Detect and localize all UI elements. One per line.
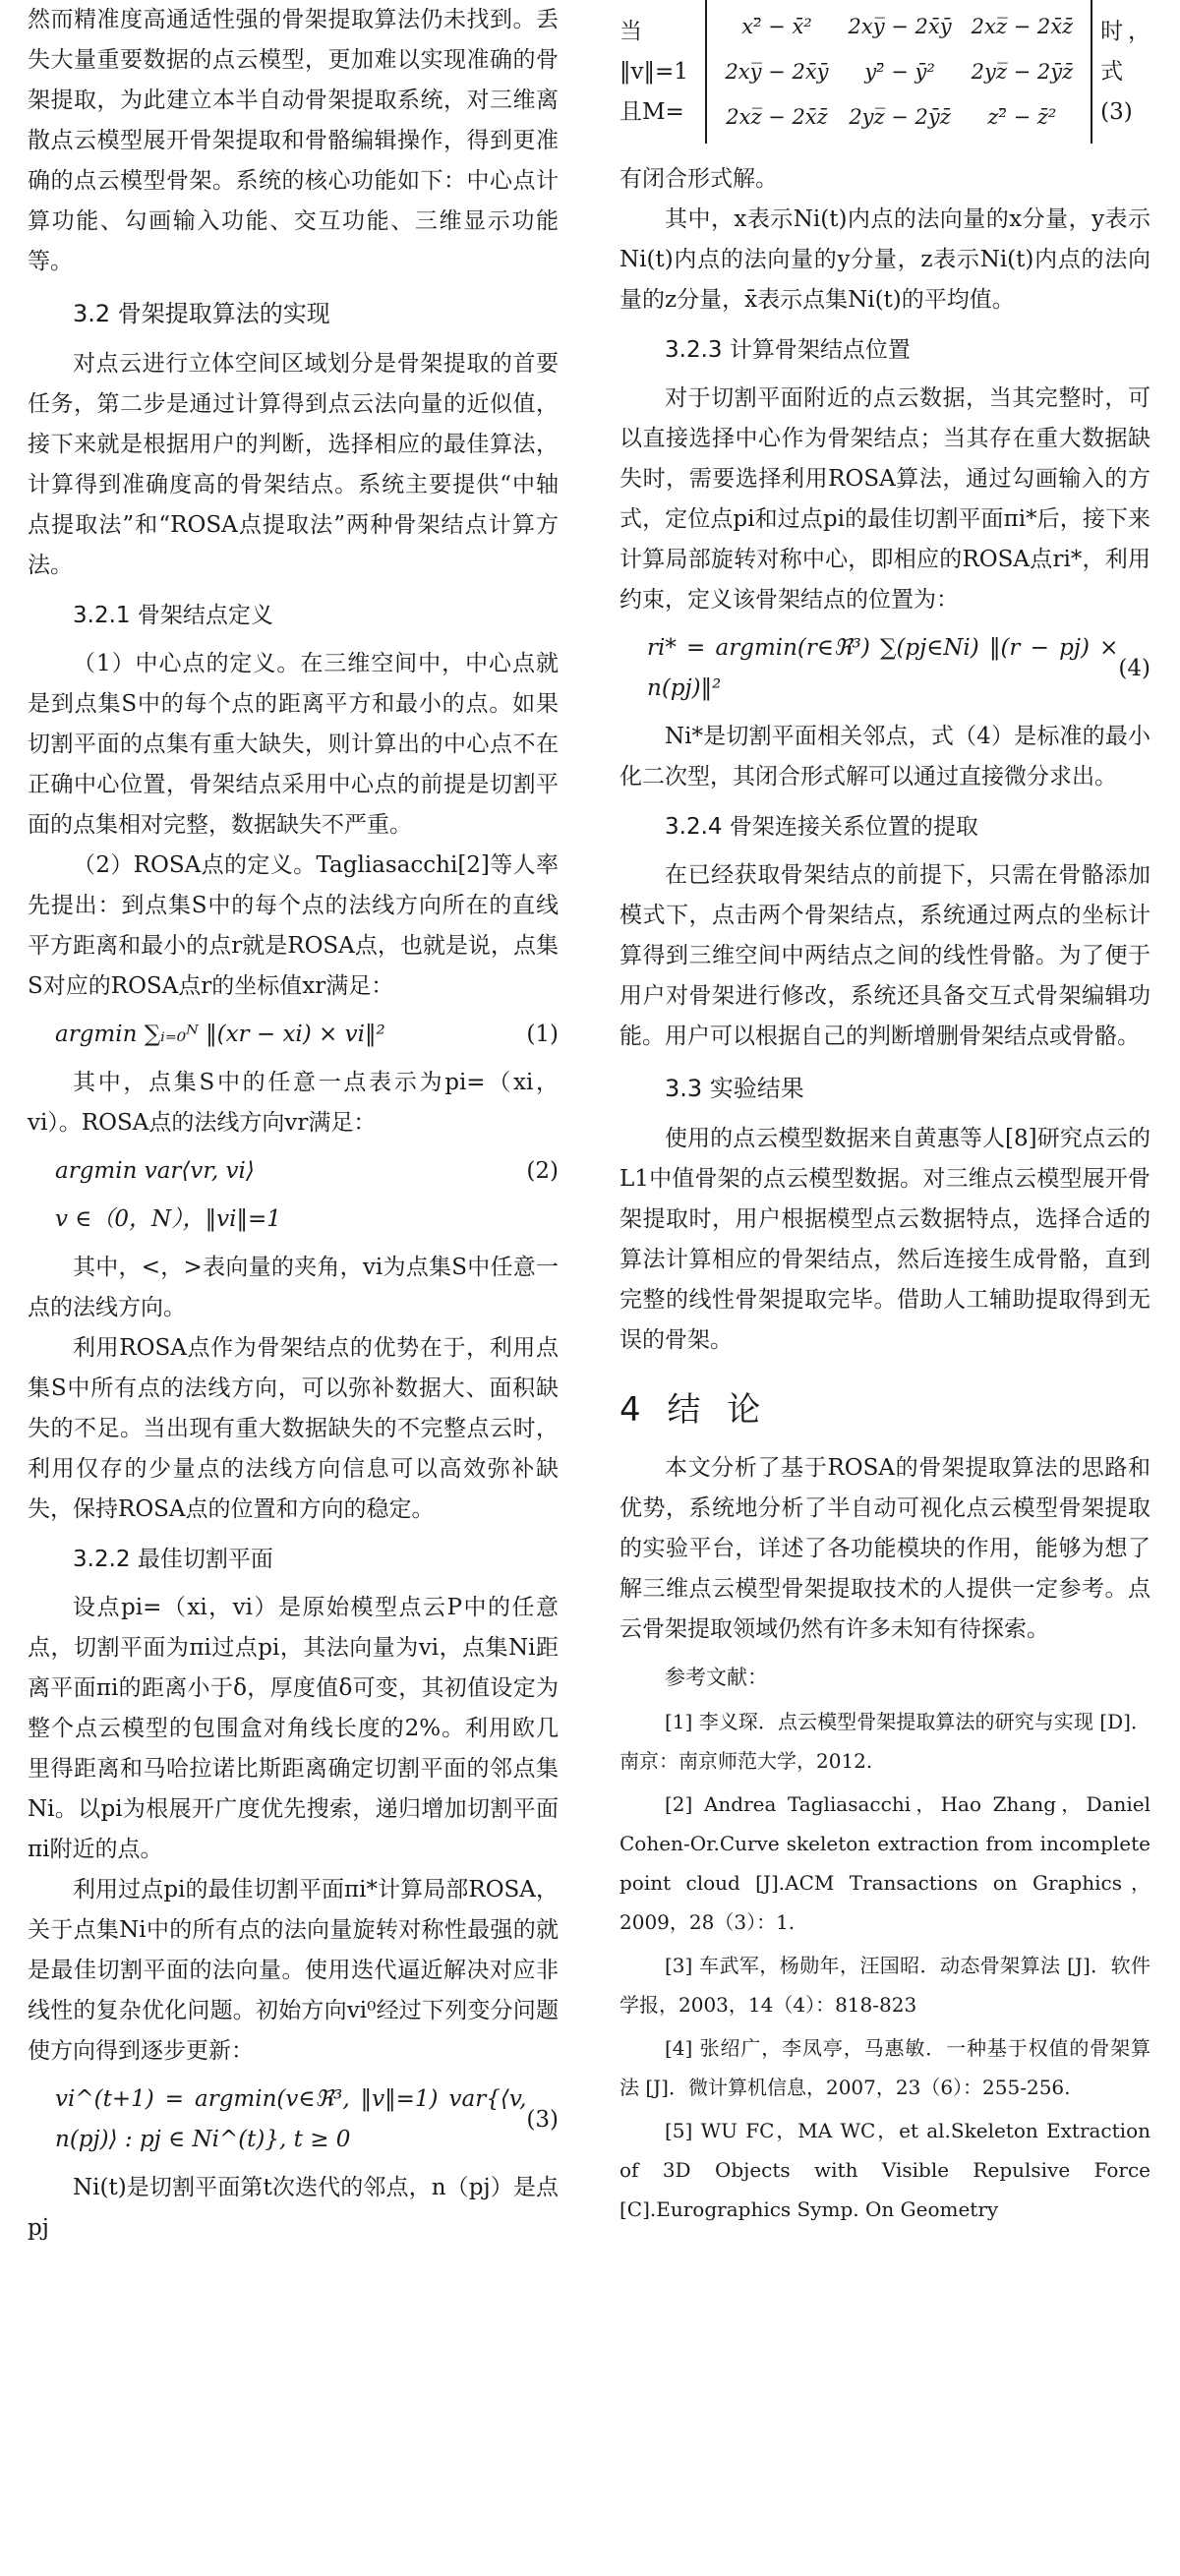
equation-1-formula: argmin ∑ᵢ₌₀ᴺ ‖(xr − xi) × vi‖² <box>55 1022 385 1047</box>
equation-2-explanation: 其中，<，>表向量的夹角，vi为点集S中任意一点的法线方向。 <box>28 1255 559 1320</box>
skeleton-connection-paragraph: 在已经获取骨架结点的前提下，只需在骨骼添加模式下，点击两个骨架结点，系统通过两点的坐标计算得到三维空间中两结点之间的线性骨骼。为了便于用户对骨架进行修改，系统还具备交互式骨架编辑功能。用户可以根据自己的判断增删骨架结点或骨骼。 <box>620 862 1150 1049</box>
matrix-cell: x²̄ − x̄² <box>741 15 812 38</box>
equation-1-number: (1) <box>526 1022 559 1047</box>
matrix-cell: z²̄ − z̄² <box>987 105 1057 129</box>
equation-2-number: (2) <box>526 1158 559 1184</box>
matrix-cell: 2xz̅ − 2x̄z̄ <box>971 15 1074 38</box>
reference-item: [5] WU FC，MA WC，et al.Skeleton Extraction of 3D Objects with Visible Repulsive Force [C].Eurographics Symp. On Geometry <box>620 2119 1150 2221</box>
intro-paragraph: 然而精准度高通适性强的骨架提取算法仍未找到。丢失大量重要数据的点云模型，更加难以实现准确的骨架提取，为此建立本半自动骨架提取系统，对三维离散点云模型展开骨架提取和骨骼编辑操作，得到更准确的点云模型骨架。系统的核心功能如下：中心点计算功能、勾画输入功能、交互功能、三维显示功能等。 <box>28 7 559 274</box>
equation-3-number: (3) <box>526 2106 559 2133</box>
section-3-2-4-heading: 3.2.4 骨架连接关系位置的提取 <box>665 814 978 840</box>
matrix-equation <box>620 0 1150 144</box>
matrix-cell: y²̄ − ȳ² <box>864 60 935 84</box>
left-column <box>28 0 559 2249</box>
reference-item: [1] 李义琛．点云模型骨架提取算法的研究与实现 [D]．南京：南京师范大学，2012. <box>620 1710 1150 1773</box>
matrix-prefix: 当‖v‖=1且M= <box>620 18 688 125</box>
section-3-2-1-heading: 3.2.1 骨架结点定义 <box>73 603 273 628</box>
equation-4-formula: ri* = argmin(r∈ℜ³) ∑(pj∈Ni) ‖(r − pj) × n(pj)‖² <box>647 635 1119 701</box>
matrix-m <box>705 0 1092 144</box>
equation-1 <box>28 1015 559 1055</box>
skeleton-position-paragraph: 对于切割平面附近的点云数据，当其完整时，可以直接选择中心作为骨架结点；当其存在重大数据缺失时，需要选择利用ROSA算法，通过勾画输入的方式，定位点pi和过点pi的最佳切割平面πi*后，接下来计算局部旋转对称中心，即相应的ROSA点ri*，利用约束，定义该骨架结点的位置为： <box>620 385 1150 613</box>
matrix-suffix: 时，式(3) <box>1100 18 1150 125</box>
matrix-cell: 2xy̅ − 2x̄ȳ <box>848 15 952 38</box>
cutting-plane-paragraph-1: 设点pi=（xi，vi）是原始模型点云P中的任意点，切割平面为πi过点pi，其法向量为vi，点集Ni距离平面πi的距离小于δ，厚度值δ可变，其初值设定为整个点云模型的包围盒对角线长度的2%。利用欧几里得距离和马哈拉诺比斯距离确定切割平面的邻点集Ni。以pi为根展开广度优先搜索，递归增加切割平面πi附近的点。 <box>28 1595 559 1862</box>
section-3-2-heading: 3.2 骨架提取算法的实现 <box>73 300 330 327</box>
section-3-2-3-heading: 3.2.3 计算骨架结点位置 <box>665 337 911 363</box>
equation-2 <box>28 1151 559 1192</box>
matrix-row-3 <box>715 94 1083 140</box>
experiment-paragraph: 使用的点云模型数据来自黄惠等人[8]研究点云的L1中值骨架的点云模型数据。对三维点云模型展开骨架提取时，用户根据模型点云数据特点，选择合适的算法计算相应的骨架结点，然后连接生成骨骼，直到完整的线性骨架提取完毕。借助人工辅助提取得到无误的骨架。 <box>620 1126 1150 1353</box>
rosa-advantage-paragraph: 利用ROSA点作为骨架结点的优势在于，利用点集S中所有点的法线方向，可以弥补数据大、面积缺失的不足。当出现有重大数据缺失的不完整点云时，利用仅存的少量点的法线方向信息可以高效弥补缺失，保持ROSA点的位置和方向的稳定。 <box>28 1335 559 1522</box>
equation-4 <box>620 628 1150 709</box>
conclusion-paragraph: 本文分析了基于ROSA的骨架提取算法的思路和优势，系统地分析了半自动可视化点云模型骨架提取的实验平台，详述了各功能模块的作用，能够为想了解三维点云模型骨架提取技术的人提供一定参考。点云骨架提取领域仍然有许多未知有待探索。 <box>620 1455 1150 1642</box>
matrix-cell: 2xy̅ − 2x̄ȳ <box>725 60 829 84</box>
equation-4-number: (4) <box>1118 655 1150 681</box>
equation-2-constraint-text: v ∈（0，N），‖vi‖=1 <box>55 1206 281 1232</box>
section-3-2-paragraph: 对点云进行立体空间区域划分是骨架提取的首要任务，第二步是通过计算得到点云法向量的近似值，接下来就是根据用户的判断，选择相应的最佳算法，计算得到准确度高的骨架结点。系统主要提供“中轴点提取法”和“ROSA点提取法”两种骨架结点计算方法。 <box>28 351 559 578</box>
equation-4-explanation: Ni*是切割平面相关邻点，式（4）是标准的最小化二次型，其闭合形式解可以通过直接微分求出。 <box>620 724 1150 790</box>
center-point-definition: （1）中心点的定义。在三维空间中，中心点就是到点集S中的每个点的距离平方和最小的点。如果切割平面的点集有重大缺失，则计算出的中心点不在正确中心位置，骨架结点采用中心点的前提是切割平面的点集相对完整，数据缺失不严重。 <box>28 651 559 838</box>
right-column <box>620 0 1150 2233</box>
equation-3-explanation: Ni(t)是切割平面第t次迭代的邻点，n（pj）是点pj <box>28 2175 559 2241</box>
references-title: 参考文献： <box>665 1666 768 1689</box>
matrix-cell: 2yz̅ − 2ȳz̄ <box>971 60 1074 84</box>
rosa-point-definition: （2）ROSA点的定义。Tagliasacchi[2]等人率先提出：到点集S中的每个点的法线方向所在的直线平方距离和最小的点r就是ROSA点，也就是说，点集S对应的ROSA点r的坐标值xr满足： <box>28 852 559 999</box>
reference-item: [3] 车武军，杨勋年，汪国昭．动态骨架算法 [J]．软件学报，2003，14（4）：818-823 <box>620 1954 1150 2017</box>
equation-3-formula: vi^(t+1) = argmin(v∈ℜ³, ‖v‖=1) var{⟨v, n(pj)⟩ : pj ∈ Ni^(t)}, t ≥ 0 <box>55 2086 527 2152</box>
closed-form-text: 有闭合形式解。 <box>620 166 778 192</box>
matrix-row-2 <box>715 49 1083 94</box>
equation-2-constraint <box>28 1200 559 1240</box>
equation-2-formula: argmin var⟨vr, vi⟩ <box>55 1158 255 1184</box>
section-3-3-heading: 3.3 实验结果 <box>665 1075 804 1102</box>
matrix-explanation: 其中，x表示Ni(t)内点的法向量的x分量，y表示Ni(t)内点的法向量的y分量，z表示Ni(t)内点的法向量的z分量，x̄表示点集Ni(t)的平均值。 <box>620 206 1150 313</box>
cutting-plane-paragraph-2: 利用过点pi的最佳切割平面πi*计算局部ROSA，关于点集Ni中的所有点的法向量旋转对称性最强的就是最佳切割平面的法向量。使用迭代逼近解决对应非线性的复杂优化问题。初始方向vi⁰经过下列变分问题使方向得到逐步更新： <box>28 1877 559 2064</box>
section-4-heading: 4 结 论 <box>620 1390 769 1430</box>
section-3-2-2-heading: 3.2.2 最佳切割平面 <box>73 1547 273 1572</box>
reference-item: [4] 张绍广，李凤亭，马惠敏．一种基于权值的骨架算法 [J]．微计算机信息，2007，23（6）：255-256. <box>620 2036 1150 2099</box>
reference-item: [2] Andrea Tagliasacchi，Hao Zhang，Daniel Cohen-Or.Curve skeleton extraction from incomplete point cloud [J].ACM Transactions on Graphics，2009，28（3）：1. <box>620 1792 1150 1934</box>
matrix-row-1 <box>715 4 1083 49</box>
matrix-cell: 2yz̅ − 2ȳz̄ <box>849 105 951 129</box>
equation-3 <box>28 2079 559 2160</box>
matrix-cell: 2xz̅ − 2x̄z̄ <box>726 105 828 129</box>
equation-1-explanation: 其中，点集S中的任意一点表示为pi=（xi，vi）。ROSA点的法线方向vr满足： <box>28 1070 559 1136</box>
